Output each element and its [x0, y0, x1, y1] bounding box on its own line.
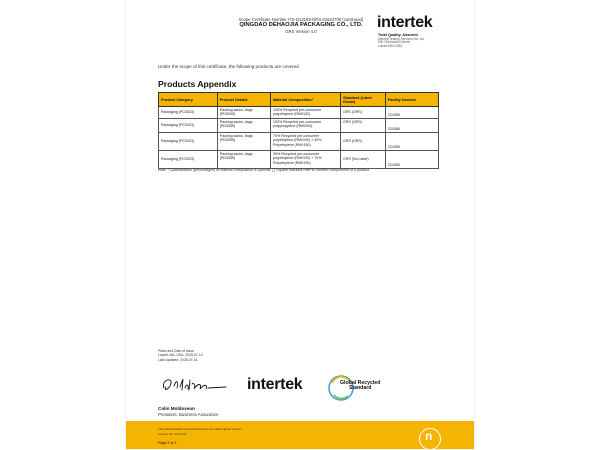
cell-category: Packaging (PC0023): [159, 151, 218, 169]
cell-composition: 100% Recycled pre-consumer polypropylene (RM0204): [270, 119, 340, 133]
cell-standard: GRS (No Label): [340, 151, 385, 169]
page-number: Page 2 of 3: [158, 441, 177, 445]
certificate-header: [216, 17, 386, 35]
grs-logo-text: [340, 381, 380, 392]
cell-standard: GRS (GRS): [340, 107, 385, 119]
appendix-title: Products Appendix: [158, 79, 237, 89]
header-facility-number: Facility Number: [385, 93, 438, 107]
table-row: [159, 151, 439, 169]
address-line-2: 900 Chelmsford Street: [378, 40, 410, 45]
cell-details: Packing sacks, bags (PD0055): [217, 107, 270, 119]
cell-category: Packaging (PC0023): [159, 119, 218, 133]
address-line-1: Intertek Testing Services NA, Inc.: [378, 36, 425, 41]
products-table: [158, 92, 439, 169]
grs-version: GRS Version 4.0: [285, 29, 317, 35]
cell-category: Packaging (PC0023): [159, 107, 218, 119]
grs-line-2: Standard: [348, 385, 372, 392]
signer-block: [158, 406, 219, 418]
table-row: [159, 119, 439, 133]
signer-name: Colin Moldovean: [158, 406, 195, 411]
cell-details: Packing sacks, bags (PD0055): [217, 133, 270, 151]
scope-text: Under the scope of this certificate, the following products are covered.: [158, 64, 300, 69]
cell-facility: 224385: [385, 119, 438, 133]
signer-title: President, Business Assurance: [158, 411, 219, 417]
table-header-row: [159, 93, 439, 107]
intertek-mark-glyph: n: [425, 429, 433, 443]
company-name: QINGDAO DEHAOJIA PACKAGING CO., LTD.: [239, 22, 363, 29]
intertek-footer-logo-text: intertek: [247, 376, 303, 393]
cell-composition: 70% Recycled pre-consumer polyethylene (RM0192) + 30% Polyethylene (RM0190): [270, 133, 340, 151]
place-label: Place and Date of Issue: [158, 349, 195, 353]
header-standard: Standard (Label Grade): [340, 93, 385, 107]
cell-facility: 224385: [385, 133, 438, 151]
header-product-category: Product Category: [159, 93, 218, 107]
cell-composition: 30% Recycled pre-consumer polyethylene (RM0192) + 70% Polyethylene (RM0190): [270, 151, 340, 169]
cell-composition: 100% Recycled pre-consumer polyethylene (RM0192): [270, 107, 340, 119]
cell-standard: GRS (GRS): [340, 119, 385, 133]
intertek-logo: [377, 14, 432, 32]
grs-line-1: Global Recycled: [340, 380, 381, 386]
footer-license: License No. CU 1041: [158, 432, 187, 436]
table-note: Note: * Quantification (percentages) of material composition is optional. [ ] Square brackets refer to certified components of a product.: [158, 168, 370, 172]
place-location: Lowell, MA, USA, 2025-07-14: [158, 353, 203, 358]
cell-details: Packing sacks, bags (PD0055): [217, 151, 270, 169]
header-product-details: Product Details: [217, 93, 270, 107]
header-material-composition: Material Composition*: [270, 93, 340, 107]
cell-standard: GRS (GRS): [340, 133, 385, 151]
footer-validity-text: This electronically issued document is the valid original version: [158, 427, 242, 431]
cell-facility: 224385: [385, 107, 438, 119]
page-footer: [126, 421, 474, 449]
signature-image: [158, 374, 228, 396]
place-of-issue: [158, 349, 203, 362]
tagline: Total Quality. Assured.: [378, 33, 419, 37]
address-line-3: Lowell MA 01851: [378, 44, 403, 49]
certificate-number: Scope Certificate Number ITS-Q13183-GRS-01522700 (continued): [238, 17, 364, 22]
logo-text: intertek: [377, 14, 433, 31]
intertek-address: [378, 33, 425, 49]
cell-facility: 224385: [385, 151, 438, 169]
last-updated: Last Updated: 2025-07-14: [158, 357, 198, 362]
intertek-footer-logo: [247, 376, 302, 394]
table-row: [159, 107, 439, 119]
cell-details: Packing sacks, bags (PD0055): [217, 119, 270, 133]
certificate-page: [126, 0, 474, 449]
cell-category: Packaging (PC0023): [159, 133, 218, 151]
table-row: [159, 133, 439, 151]
